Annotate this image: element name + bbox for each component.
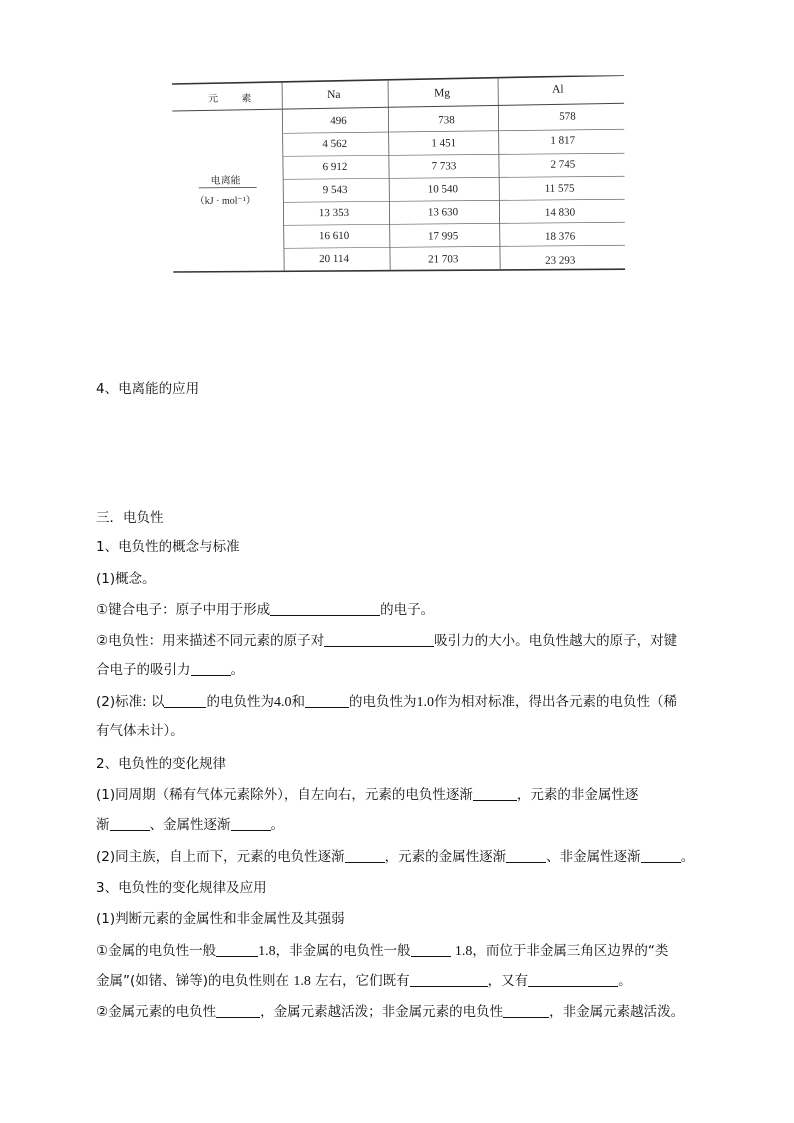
header-col-na: Na (327, 88, 341, 102)
section-heading-electronegativity: 三．电负性 (96, 510, 164, 526)
blank-metal-activity[interactable] (216, 1003, 260, 1018)
cell-na-4: 9 543 (322, 183, 348, 197)
cell-mg-2: 1 451 (431, 137, 457, 150)
blank-metal-compare[interactable] (216, 942, 258, 957)
heading-ionization-application: 4、电离能的应用 (96, 381, 200, 397)
row-sep (284, 222, 625, 225)
cell-al-2: 1 817 (550, 134, 576, 147)
cell-mg-7: 21 703 (428, 253, 459, 266)
header-col-mg: Mg (434, 87, 451, 100)
cell-na-2: 4 562 (322, 137, 348, 151)
col-sep-2 (388, 81, 390, 271)
blank-nonmetal-compare[interactable] (411, 942, 451, 957)
header-col-al: Al (552, 83, 564, 96)
blank-metalloid-property-2[interactable] (528, 972, 618, 987)
electronegativity-definition-line: ②电负性：用来描述不同元素的原子对 吸引力的大小。电负性越大的原子，对键 (96, 633, 678, 649)
row-label-ionization-energy: 电离能 (210, 175, 241, 187)
bonding-electron-line: ①键合电子：原子中用于形成 的电子。 (96, 602, 435, 618)
row-sep (283, 153, 624, 156)
blank-standard-element-2[interactable] (305, 693, 349, 708)
standard-line-cont: 有气体未计）。 (96, 723, 184, 739)
cell-na-5: 13 353 (318, 206, 350, 220)
cell-mg-5: 13 630 (427, 206, 459, 219)
activity-line: ②金属元素的电负性 ，金属元素越活泼；非金属元素的电负性 ，非金属元素越活泼。 (96, 1004, 685, 1020)
row-label-unit: （kJ · mol⁻¹） (194, 195, 256, 207)
blank-metalloid-property-1[interactable] (410, 972, 488, 987)
subheading-concept-standard: 1、电负性的概念与标准 (96, 539, 240, 555)
standard-line: (2)标准: 以 的电负性为4.0和 的电负性为1.0作为相对标准，得出各元素的电负性（稀 (96, 694, 677, 710)
metalloid-line: 金属”(如锗、锑等)的电负性则在 1.8 左右，它们既有 ，又有 。 (96, 973, 632, 989)
row-sep (283, 129, 624, 133)
blank-group-metallic[interactable] (506, 848, 546, 863)
subheading-variation-rule: 2、电负性的变化规律 (96, 756, 227, 772)
blank-nonmetal-activity[interactable] (503, 1003, 549, 1018)
table-bottom-rule (173, 269, 625, 272)
cell-na-6: 16 610 (318, 229, 350, 243)
cell-mg-1: 738 (438, 114, 455, 127)
blank-standard-element-1[interactable] (164, 693, 206, 708)
cell-al-4: 11 575 (544, 182, 575, 195)
blank-period-metallic[interactable] (231, 816, 271, 831)
blank-period-nonmetallic[interactable] (110, 816, 150, 831)
blank-attraction-target[interactable] (324, 632, 434, 647)
col-sep-3 (498, 78, 500, 270)
cell-na-7: 20 114 (319, 252, 349, 266)
cell-al-1: 578 (559, 110, 576, 123)
cell-mg-4: 10 540 (427, 183, 458, 196)
blank-bonding-electron[interactable] (270, 601, 380, 616)
same-period-line-cont: 渐 、金属性逐渐 。 (96, 817, 284, 833)
row-sep (284, 199, 625, 202)
blank-group-nonmetallic[interactable] (641, 848, 681, 863)
row-sep (284, 245, 625, 248)
judge-metallic-line: (1)判断元素的金属性和非金属性及其强弱 (96, 911, 345, 927)
ionization-energy-table (172, 75, 625, 274)
cell-al-6: 18 376 (544, 230, 576, 243)
row-sep (284, 176, 625, 179)
header-element-label: 元 素 (208, 93, 262, 105)
blank-attraction-strength[interactable] (191, 661, 231, 676)
same-period-line: (1)同周期（稀有气体元素除外），自左向右，元素的电负性逐渐 ，元素的非金属性逐 (96, 787, 639, 803)
blank-period-electronegativity[interactable] (473, 786, 517, 801)
cell-al-5: 14 830 (544, 206, 576, 219)
concept-label: (1)概念。 (96, 571, 156, 587)
cell-mg-6: 17 995 (427, 230, 459, 243)
blank-group-electronegativity[interactable] (345, 848, 385, 863)
cell-na-3: 6 912 (322, 160, 348, 174)
cell-al-3: 2 745 (550, 158, 576, 171)
electronegativity-definition-cont: 合电子的吸引力 。 (96, 662, 244, 678)
cell-na-1: 496 (330, 114, 347, 128)
cell-mg-3: 7 733 (431, 160, 457, 173)
subheading-rule-application: 3、电负性的变化规律及应用 (96, 880, 267, 896)
metal-electronegativity-line: ①金属的电负性一般 1.8，非金属的电负性一般 1.8，而位于非金属三角区边界的“类 (96, 943, 669, 959)
cell-al-7: 23 293 (545, 254, 576, 267)
col-sep-1 (282, 82, 284, 271)
same-group-line: (2)同主族，自上而下，元素的电负性逐渐 ，元素的金属性逐渐 、非金属性逐渐 。 (96, 849, 695, 865)
